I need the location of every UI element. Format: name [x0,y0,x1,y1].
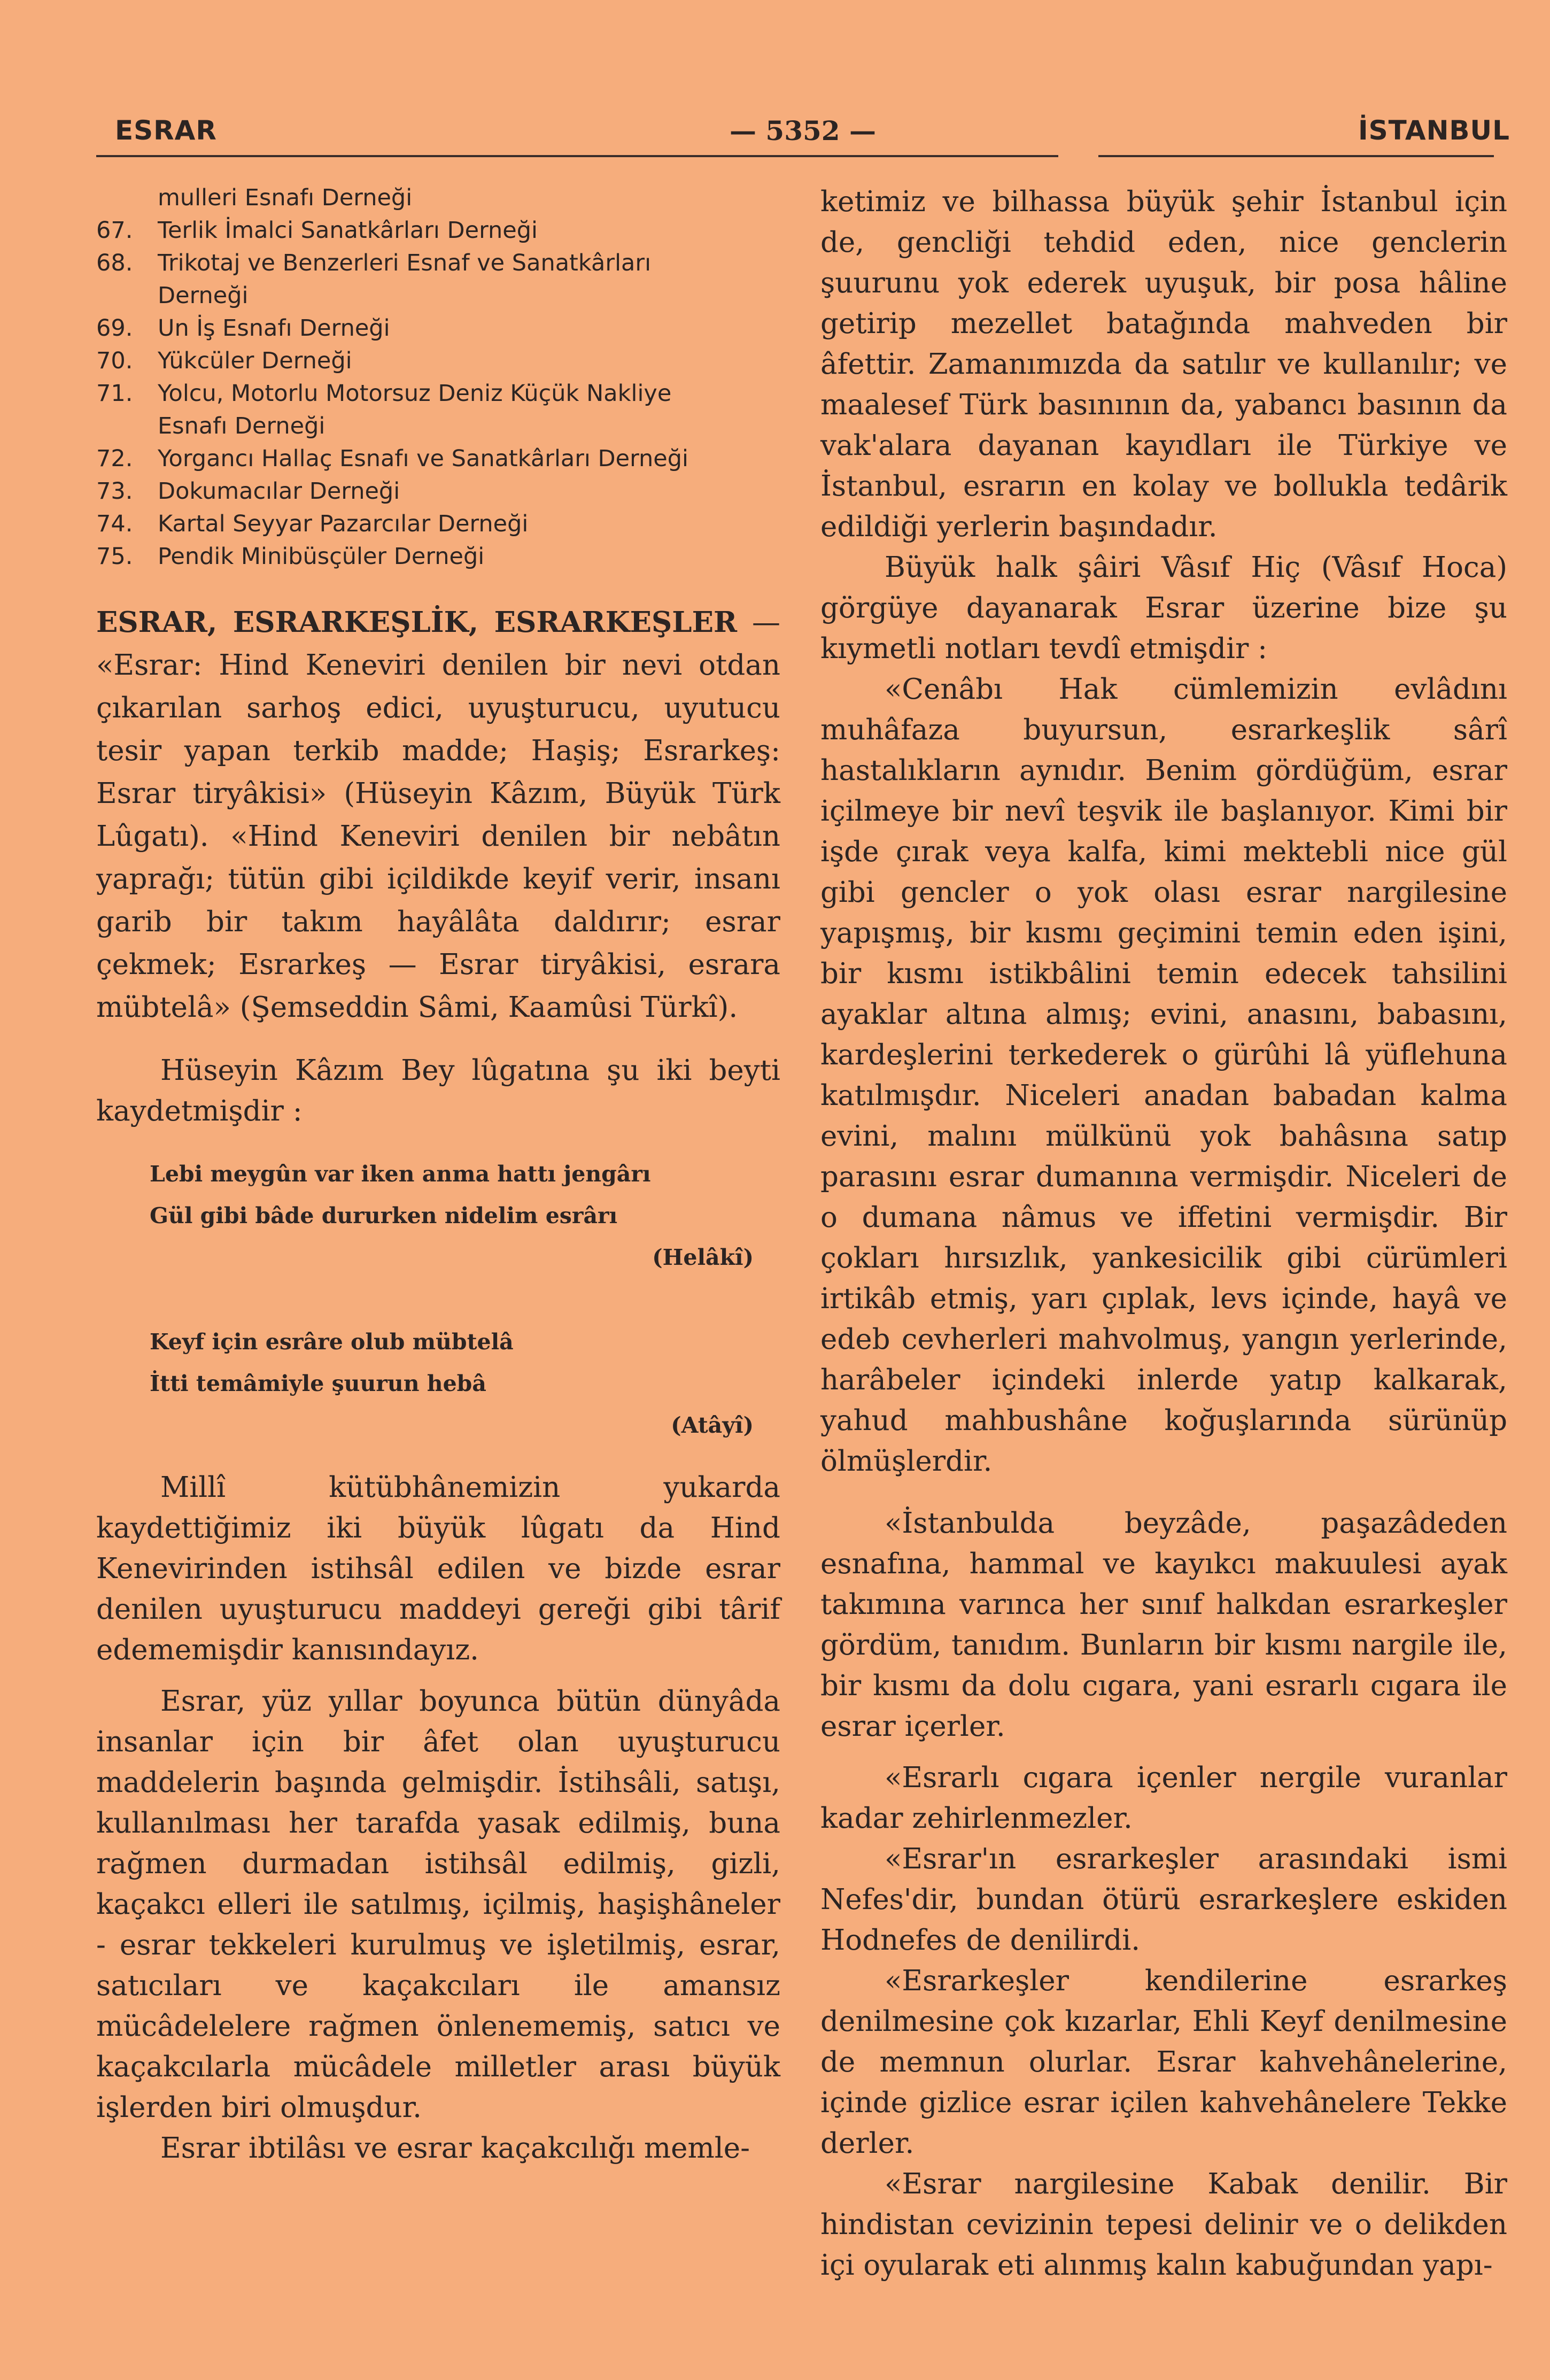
paragraph-kabak: «Esrar nargilesine Kabak denilir. Bir hindistan cevizinin tepesi delinir ve o delikden içi oyularak eti alınmış kalın kabuğundan yapı- [820,2168,1507,2282]
list-item: 69. Un İş Esnafı Derneği [96,315,390,342]
running-header [115,115,1510,152]
paragraph-cigara: «Esrarlı cıgara içenler nergile vuranlar kadar zehirlenmezler. [820,1761,1507,1835]
paragraph-esrar: Esrar, yüz yıllar boyunca bütün dünyâda insanlar için bir âfet olan uyuşturucu maddelerin başında gelmişdir. İstihsâli, satışı, kullanılması her tarafda yasak edilmiş, buna rağmen durmadan istihsâl edilmiş, gizli, kaçakcı elleri ile satılmış, içilmiş, haşişhâneler - esrar tekkeleri kurulmuş ve işletilmiş, esrar, satıcıları ve kaçakcıları ile amansız mücâdelelere rağmen önlenememiş, satıcı ve kaçakcılarla mücâdele milletler arası büyük işlerden biri olmuşdur. [96,1685,780,2124]
header-rule-left [96,155,1058,157]
paragraph-ehli: «Esrarkeşler kendilerine esrarkeş denilmesine çok kızarlar, Ehli Keyf denilmesine de memnun olurlar. Esrar kahvehânelerine, içinde gizlice esrar içilen kahvehânelere Tekke derler. [820,1965,1507,2160]
list-item: 68. Trikotaj ve Benzerleri Esnaf ve Sanatkârları [96,250,652,276]
poem-line: İtti temâmiyle şuurun hebâ [150,1371,486,1396]
header-section-title: ESRAR [115,115,217,146]
right-column [820,182,1507,2286]
paragraph-cenab: «Cenâbı Hak cümlemizin evlâdını muhâfaza buyursun, esrarkeşlik sârî hastalıkların aynıdır. Benim gördüğüm, esrar içilmeye bir nevî teşvik ile başlanıyor. Kimi bir işde çırak veya kalfa, kimi mektebli nice gül gibi gencler o yok olası esrar nargilesine yapışmış, bir kısmı geçimini temin eden işini, bir kısmı istikbâlini temin edecek tahsilini ayaklar altına almış; evini, anasını, babasını, kardeşlerini terkederek o gürûhi lâ yüflehuna katılmışdır. Niceleri anadan babadan kalma evini, malını mülkünü yok bahâsına satıp parasını esrar dumanına vermişdir. Niceleri de o dumana nâmus ve iffetini vermişdir. Bir çokları hırsızlık, yankesicilik gibi cürümleri irtikâb etmiş, yarı çıplak, levs içinde, hayâ ve edeb cevherleri mahvolmuş, yangın yerlerinde, harâbeler içindeki inlerde yatıp kalkarak, yahud mahbushâne koğuşlarında sürünüp ölmüşlerdir. [820,673,1507,1478]
poem-attribution: (Helâkî) [652,1245,754,1270]
list-item: 72. Yorgancı Hallaç Esnafı ve Sanatkârları Derneği [96,445,688,472]
list-item: Esnafı Derneği [158,413,326,439]
list-item: 75. Pendik Minibüsçüler Derneği [96,543,485,570]
left-column [96,182,780,2169]
paragraph-istanbul: «İstanbulda beyzâde, paşazâdeden esnafına, hammal ve kayıkcı makuulesi ayak takımına varınca her sınıf halkdan esrarkeşler gördüm, tanıdım. Bunların bir kısmı nargile ile, bir kısmı da dolu cıgara, yani esrarlı cıgara ile esrar içerler. [820,1507,1507,1743]
list-item: Derneği [158,282,249,309]
entry-body: — «Esrar: Hind Keneviri denilen bir nevi otdan çıkarılan sarhoş edici, uyuşturucu, uyutucu tesir yapan terkib madde; Haşiş; Esrarkeş: Esrar tiryâkisi» (Hüseyin Kâzım, Büyük Türk Lûgatı). «Hind Keneviri denilen bir nebâtın yaprağı; tütün gibi içildikde keyif verir, insanı garib bir takım hayâlâta daldırır; esrar çekmek; Esrarkeş — Esrar tiryâkisi, esrara mübtelâ» (Şemseddin Sâmi, Kaamûsi Türkî). [96,606,780,1024]
list-item: 71. Yolcu, Motorlu Motorsuz Deniz Küçük Nakliye [96,380,672,407]
list-item: mulleri Esnafı Derneği [158,184,413,211]
poem-line: Keyf için esrâre olub mübtelâ [150,1329,514,1355]
paragraph-huseyin: Hüseyin Kâzım Bey lûgatına şu iki beyti kaydetmişdir : [96,1054,780,1127]
paragraph-ketimiz: ketimiz ve bilhassa büyük şehir İstanbul için de, gencliği tehdid eden, nice genclerin şuurunu yok ederek uyuşuk, bir posa hâline getirip mezellet batağında mahveden bir âfettir. Zamanımızda da satılır ve kullanılır; ve maalesef Türk basınının da, yabancı basının da vak'alara dayanan kayıdları ile Türkiye ve İstanbul, esrarın en kolay ve bollukla tedârik edildiği yerlerin başındadır. [820,186,1507,543]
list-item: 70. Yükcüler Derneği [96,347,352,374]
poem-attribution: (Atâyî) [671,1412,754,1438]
header-volume-title: İSTANBUL [1358,115,1510,146]
paragraph-ibtila: Esrar ibtilâsı ve esrar kaçakcılığı memle- [160,2132,750,2165]
list-item: 67. Terlik İmalci Sanatkârları Derneği [96,217,538,244]
list-item: 73. Dokumacılar Derneği [96,478,400,505]
entry-paragraph [96,601,780,1029]
entry-heading: ESRAR, ESRARKEŞLİK, ESRARKEŞLER [96,606,738,639]
association-list [96,182,780,573]
paragraph-milli: Millî kütübhânemizin yukarda kaydettiğimiz iki büyük lûgatı da Hind Kenevirinden istihsâl edilen ve bizde esrar denilen uyuşturucu maddeyi gereği gibi târif edememişdir kanısındayız. [96,1471,780,1666]
header-rule-right [1098,155,1494,157]
poem-line: Lebi meygûn var iken anma hattı jengârı [150,1161,651,1187]
page-number: — 5352 — [730,115,876,146]
paragraph-vasif: Büyük halk şâiri Vâsıf Hiç (Vâsıf Hoca) görgüye dayanarak Esrar üzerine bize şu kıymetli notları tevdî etmişdir : [820,551,1507,665]
poem-helaki [96,1153,780,1446]
list-item: 74. Kartal Seyyar Pazarcılar Derneği [96,511,529,537]
poem-line: Gül gibi bâde dururken nidelim esrârı [150,1203,618,1228]
paragraph-nefes: «Esrar'ın esrarkeşler arasındaki ismi Nefes'dir, bundan ötürü esrarkeşlere eskiden Hodnefes de denilirdi. [820,1843,1507,1957]
